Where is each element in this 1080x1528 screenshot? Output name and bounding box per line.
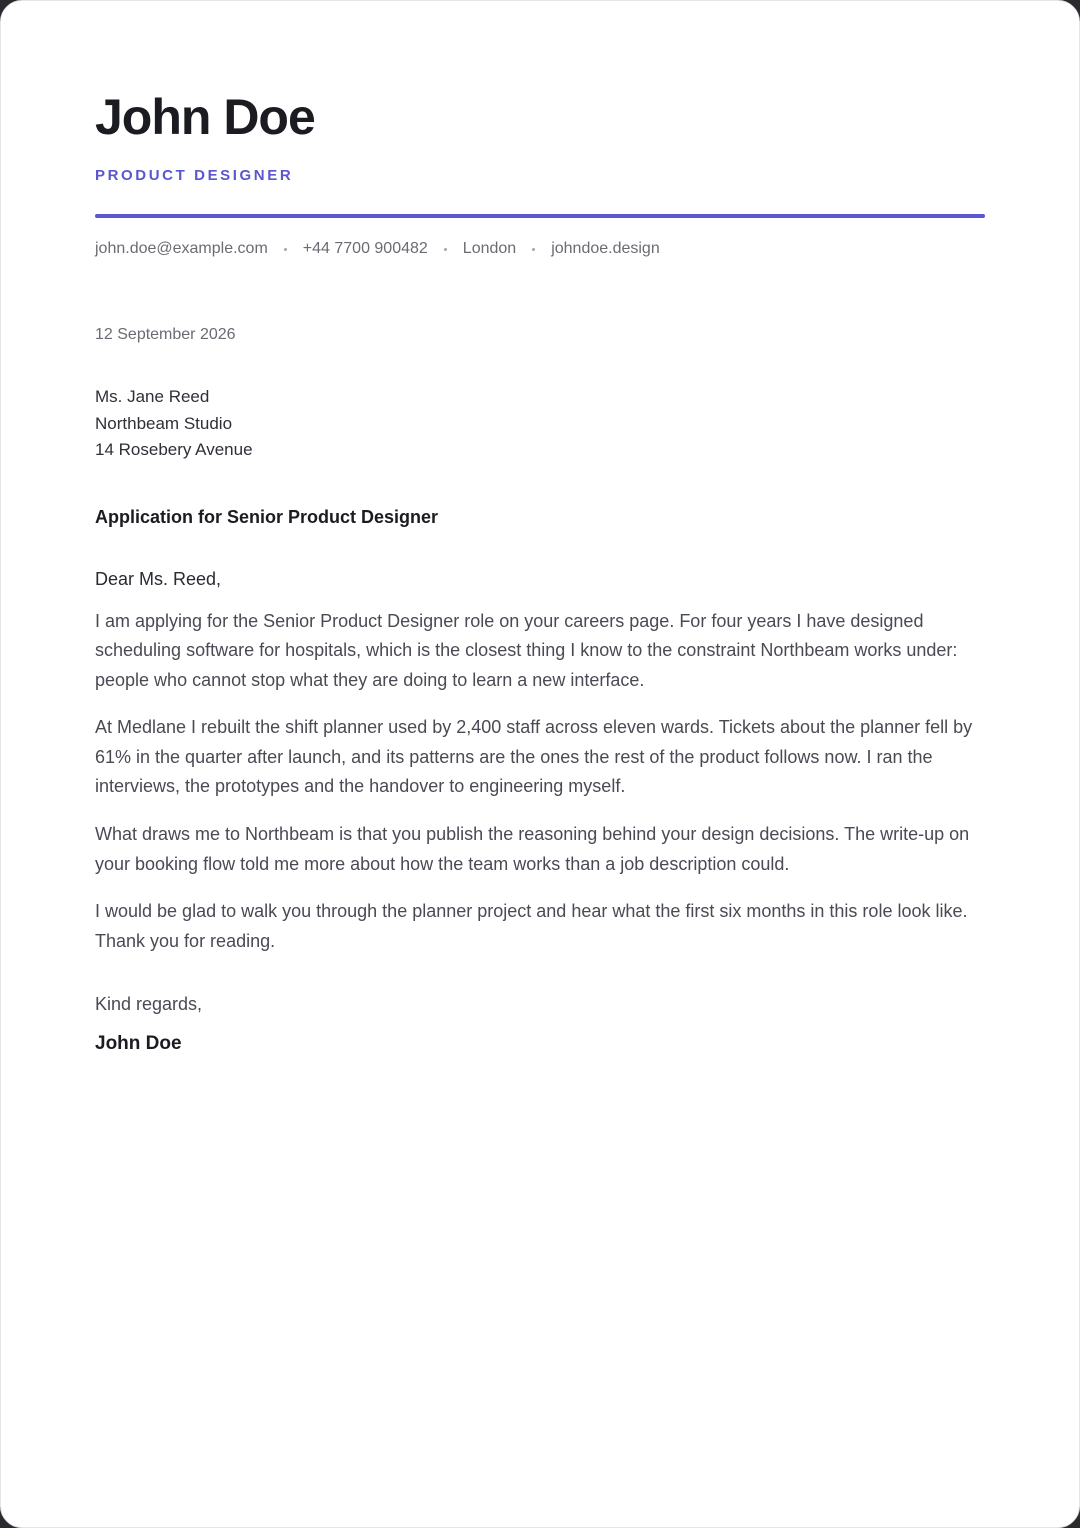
applicant-role: PRODUCT DESIGNER — [95, 167, 294, 184]
letter-subject: Application for Senior Product Designer — [95, 506, 439, 527]
recipient-name: Ms. Jane Reed — [95, 387, 210, 406]
letter-closing: Kind regards, — [95, 994, 203, 1015]
letter-salutation: Dear Ms. Reed, — [95, 568, 222, 589]
contact-city: London — [462, 240, 517, 257]
letter-body — [95, 607, 985, 957]
header-divider — [95, 214, 985, 218]
contact-info — [95, 238, 985, 260]
recipient-address: 14 Rosebery Avenue — [95, 440, 253, 459]
contact-separator — [284, 248, 287, 251]
body-paragraph: I would be glad to walk you through the planner project and hear what the first six months in this role look like. Thank you for reading. — [95, 901, 968, 951]
contact-phone[interactable]: +44 7700 900482 — [302, 240, 428, 257]
body-paragraph: I am applying for the Senior Product Designer role on your careers page. For four years I have designed scheduling software for hospitals, which is the closest thing I know to the constraint Northbeam works under: people who cannot stop what they are doing to learn a new interface. — [95, 610, 958, 690]
recipient-block — [95, 384, 985, 464]
contact-email[interactable]: john.doe@example.com — [95, 240, 268, 257]
letter-date: 12 September 2026 — [95, 326, 236, 343]
recipient-company: Northbeam Studio — [95, 413, 233, 433]
contact-separator — [532, 248, 535, 251]
body-paragraph: At Medlane I rebuilt the shift planner used by 2,400 staff across eleven wards. Tickets about the planner fell by 61% in the quarter after launch, and its patterns are the ones the rest of the product follows now. I ran the interviews, the prototypes and the handover to engineering myself. — [95, 717, 973, 797]
contact-website[interactable]: johndoe.design — [551, 240, 660, 257]
applicant-name: John Doe — [95, 89, 315, 145]
letter-signature: John Doe — [95, 1033, 182, 1055]
body-paragraph: What draws me to Northbeam is that you publish the reasoning behind your design decisions. The write-up on your booking flow told me more about how the team works than a job description could. — [95, 824, 970, 874]
contact-separator — [444, 248, 447, 251]
